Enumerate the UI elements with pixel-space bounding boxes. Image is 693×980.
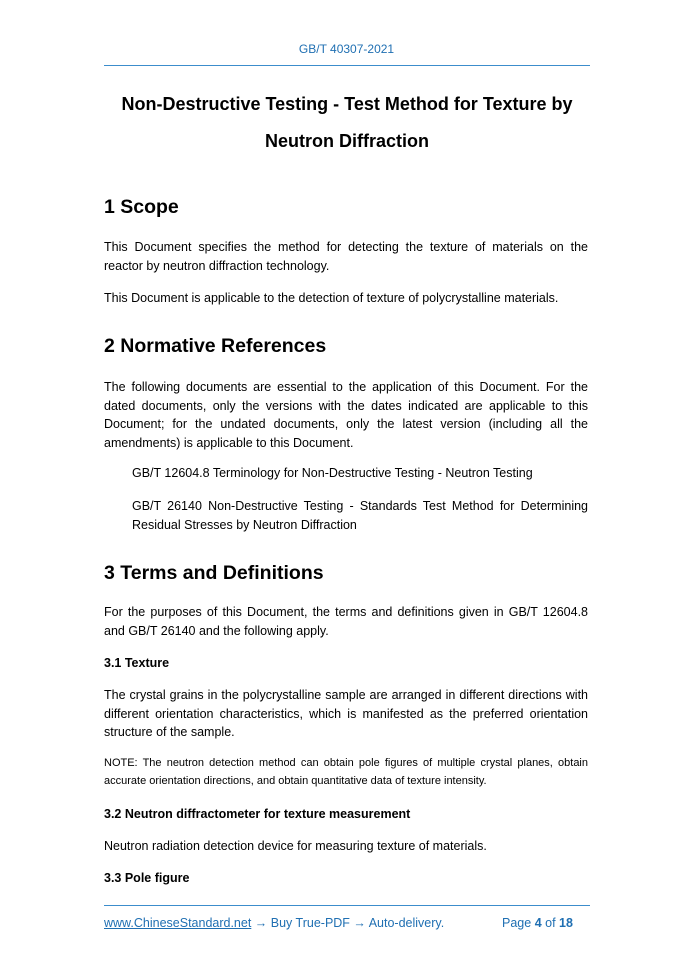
reference-item-1: GB/T 12604.8 Terminology for Non-Destructive Testing - Neutron Testing	[132, 466, 533, 480]
section-heading-scope: 1 Scope	[104, 196, 179, 218]
footer-divider	[104, 905, 590, 906]
document-title-line-2: Neutron Diffraction	[265, 131, 429, 151]
reference-item-2: GB/T 26140 Non-Destructive Testing - Standards Test Method for Determining Residual Stresses by Neutron Diffraction	[132, 499, 588, 532]
page-label: Page	[502, 916, 532, 930]
footer-promo-text: → Buy True-PDF → Auto-delivery.	[251, 916, 445, 930]
document-code-header: GB/T 40307-2021	[298, 42, 395, 56]
page-number: 4	[534, 916, 542, 930]
section-heading-normative-references: 2 Normative References	[104, 335, 327, 357]
scope-paragraph-2: This Document is applicable to the detection of texture of polycrystalline materials.	[104, 291, 559, 305]
term-definition-neutron-diffractometer: Neutron radiation detection device for measuring texture of materials.	[104, 839, 487, 853]
page-indicator	[502, 916, 573, 930]
page-of-label: of	[545, 916, 556, 930]
scope-paragraph-1: This Document specifies the method for detecting the texture of materials on the reactor by neutron diffraction technology.	[104, 240, 588, 273]
page-total: 18	[559, 916, 573, 930]
references-paragraph: The following documents are essential to the application of this Document. For the dated documents, only the versions with the dates indicated are applicable to this Document; for the undated documents, only the latest version (including all the amendments) is applicable to this Document.	[104, 380, 588, 450]
section-heading-terms: 3 Terms and Definitions	[104, 562, 324, 584]
website-link[interactable]: www.ChineseStandard.net	[104, 916, 252, 930]
document-title-line-1: Non-Destructive Testing - Test Method for Texture by	[121, 94, 573, 114]
term-heading-texture: 3.1 Texture	[104, 656, 170, 670]
term-definition-texture: The crystal grains in the polycrystalline sample are arranged in different directions with different orientation characteristics, which is manifested as the preferred orientation structure of the sample.	[104, 688, 588, 739]
term-note-texture: NOTE: The neutron detection method can obtain pole figures of multiple crystal planes, obtain accurate orientation directions, and obtain quantitative data of texture intensity.	[104, 757, 588, 787]
header-divider	[104, 65, 590, 66]
term-heading-pole-figure: 3.3 Pole figure	[104, 871, 190, 885]
terms-paragraph: For the purposes of this Document, the terms and definitions given in GB/T 12604.8 and GB/T 26140 and the following apply.	[104, 605, 588, 638]
term-heading-neutron-diffractometer: 3.2 Neutron diffractometer for texture measurement	[104, 807, 411, 821]
footer-promo	[104, 916, 444, 930]
